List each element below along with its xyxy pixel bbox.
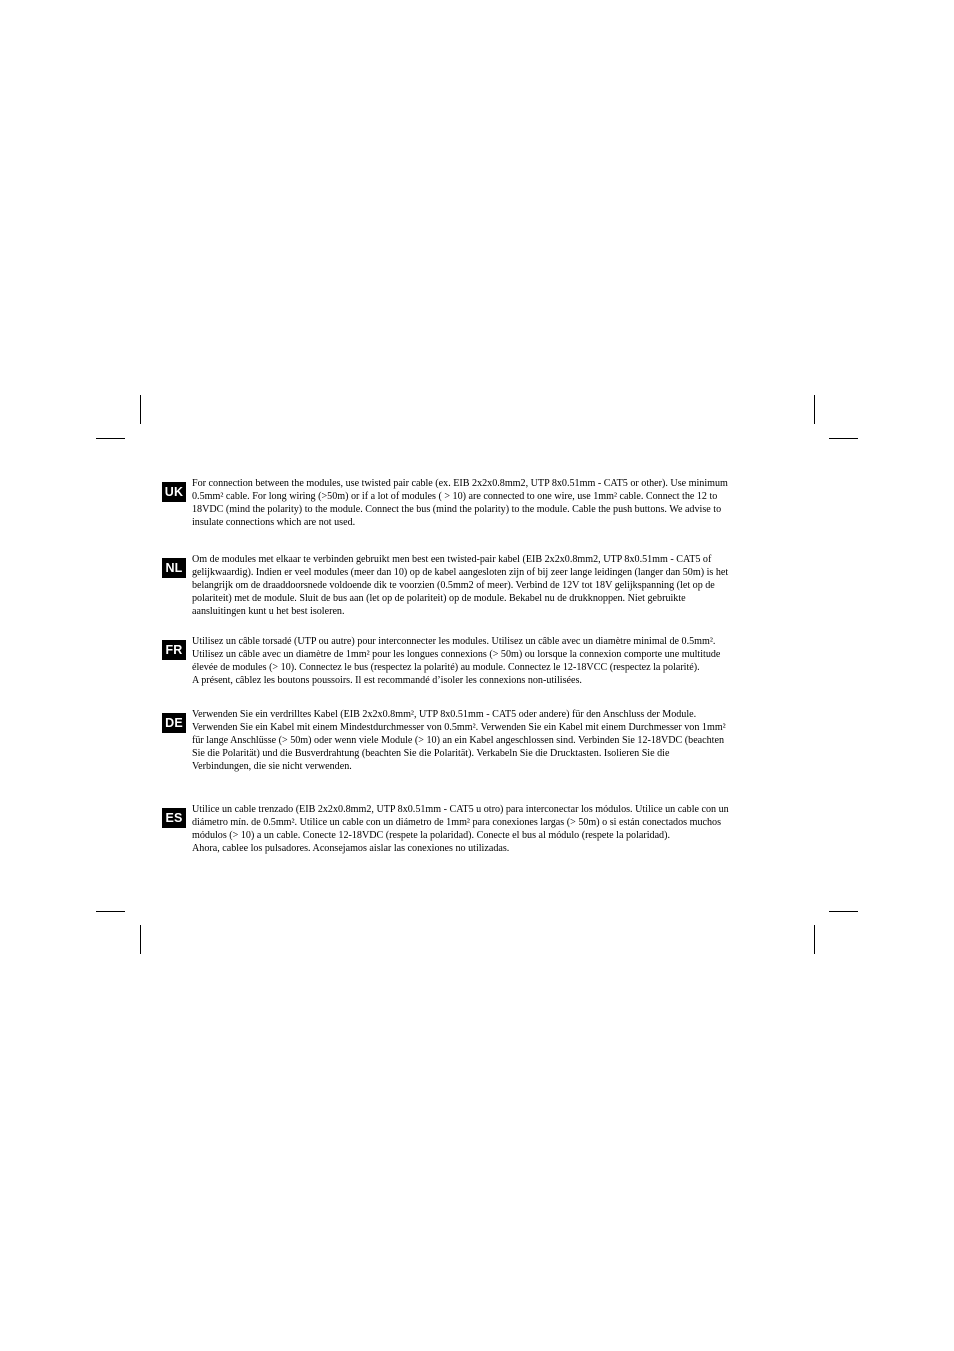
crop-mark-top-right-horizontal xyxy=(829,438,858,439)
paragraph-de xyxy=(192,708,792,773)
crop-mark-bottom-right-horizontal xyxy=(829,911,858,912)
paragraph-es xyxy=(192,803,792,855)
text-line: für lange Anschlüsse (> 50m) oder wenn viele Module (> 10) an ein Kabel angeschlossen sind. Verbinden Sie 12-18VDC (beachten xyxy=(192,735,725,746)
text-line: Utilice un cable trenzado (EIB 2x2x0.8mm2, UTP 8x0.51mm - CAT5 u otro) para interconectar los módulos. Utilice un cable con un xyxy=(192,804,729,815)
language-badge-es: ES xyxy=(162,808,186,828)
text-line: Utilisez un câble avec un diamètre de 1mm² pour les longues connexions (> 50m) ou lorsque la connexion comporte une multitude xyxy=(192,649,721,660)
crop-mark-top-right-vertical xyxy=(814,395,815,424)
paragraph-nl xyxy=(192,553,792,618)
text-line: Sie die Polarität) und die Busverdrahtung (beachten Sie die Polarität). Verkabeln Sie die Drucktasten. Isolieren Sie die xyxy=(192,748,670,759)
language-badge-uk: UK xyxy=(162,482,186,502)
crop-mark-bottom-left-horizontal xyxy=(96,911,125,912)
text-line: Ahora, cablee los pulsadores. Aconsejamos aislar las conexiones no utilizadas. xyxy=(192,843,510,854)
text-line: belangrijk om de draaddoorsnede voldoende dik te voorzien (0.5mm2 of meer). Verbind de 12V tot 18V gelijkspanning (let op de xyxy=(192,580,715,591)
text-line: polariteit) met de module. Sluit de bus aan (let op de polariteit) op de module. Bekabel nu de drukknoppen. Niet gebruikte xyxy=(192,593,686,604)
text-line: 18VDC (mind the polarity) to the module. Connect the bus (mind the polarity) to the module. Cable the push buttons. We advise to xyxy=(192,504,722,515)
text-line: insulate connections which are not used. xyxy=(192,517,356,528)
crop-mark-bottom-left-vertical xyxy=(140,925,141,954)
crop-mark-bottom-right-vertical xyxy=(814,925,815,954)
crop-mark-top-left-vertical xyxy=(140,395,141,424)
text-line: Utilisez un câble torsadé (UTP ou autre) pour interconnecter les modules. Utilisez un câble avec un diamètre minimal de 0.5mm². xyxy=(192,636,716,647)
crop-mark-top-left-horizontal xyxy=(96,438,125,439)
text-line: For connection between the modules, use twisted pair cable (ex. EIB 2x2x0.8mm2, UTP 8x0.51mm - CAT5 or other). Use minimum xyxy=(192,478,728,489)
text-line: A présent, câblez les boutons poussoirs. Il est recommandé d’isoler les connexions non-utilisées. xyxy=(192,675,582,686)
language-badge-nl: NL xyxy=(162,558,186,578)
text-line: élevée de modules (> 10). Connectez le bus (respectez la polarité) au module. Connectez le 12-18VCC (respectez la polarité). xyxy=(192,662,700,673)
text-line: aansluitingen kunt u het best isoleren. xyxy=(192,606,345,617)
paragraph-fr xyxy=(192,635,792,687)
text-line: Verwenden Sie ein Kabel mit einem Mindestdurchmesser von 0.5mm². Verwenden Sie ein Kabel mit einem Durchmesser von 1mm² xyxy=(192,722,726,733)
text-line: gelijkwaardig). Indien er veel modules (meer dan 10) op de kabel aangesloten zijn of bij zeer lange leidingen (langer dan 50m) is het xyxy=(192,567,729,578)
text-line: diámetro mín. de 0.5mm². Utilice un cable con un diámetro de 1mm² para conexiones largas (> 50m) o si están conectados muchos xyxy=(192,817,722,828)
language-badge-de: DE xyxy=(162,713,186,733)
paragraph-uk xyxy=(192,477,792,529)
text-line: módulos (> 10) a un cable. Conecte 12-18VDC (respete la polaridad). Conecte el bus al módulo (respete la polaridad). xyxy=(192,830,670,841)
text-line: Om de modules met elkaar te verbinden gebruikt men best een twisted-pair kabel (EIB 2x2x0.8mm2, UTP 8x0.51mm - CAT5 of xyxy=(192,554,712,565)
text-line: Verbindungen, die sie nicht verwenden. xyxy=(192,761,352,772)
text-line: Verwenden Sie ein verdrilltes Kabel (EIB 2x2x0.8mm², UTP 8x0.51mm - CAT5 oder andere) für den Anschluss der Module. xyxy=(192,709,697,720)
text-line: 0.5mm² cable. For long wiring (>50m) or if a lot of modules ( > 10) are connected to one wire, use 1mm² cable. Connect the 12 to xyxy=(192,491,718,502)
language-badge-fr: FR xyxy=(162,640,186,660)
